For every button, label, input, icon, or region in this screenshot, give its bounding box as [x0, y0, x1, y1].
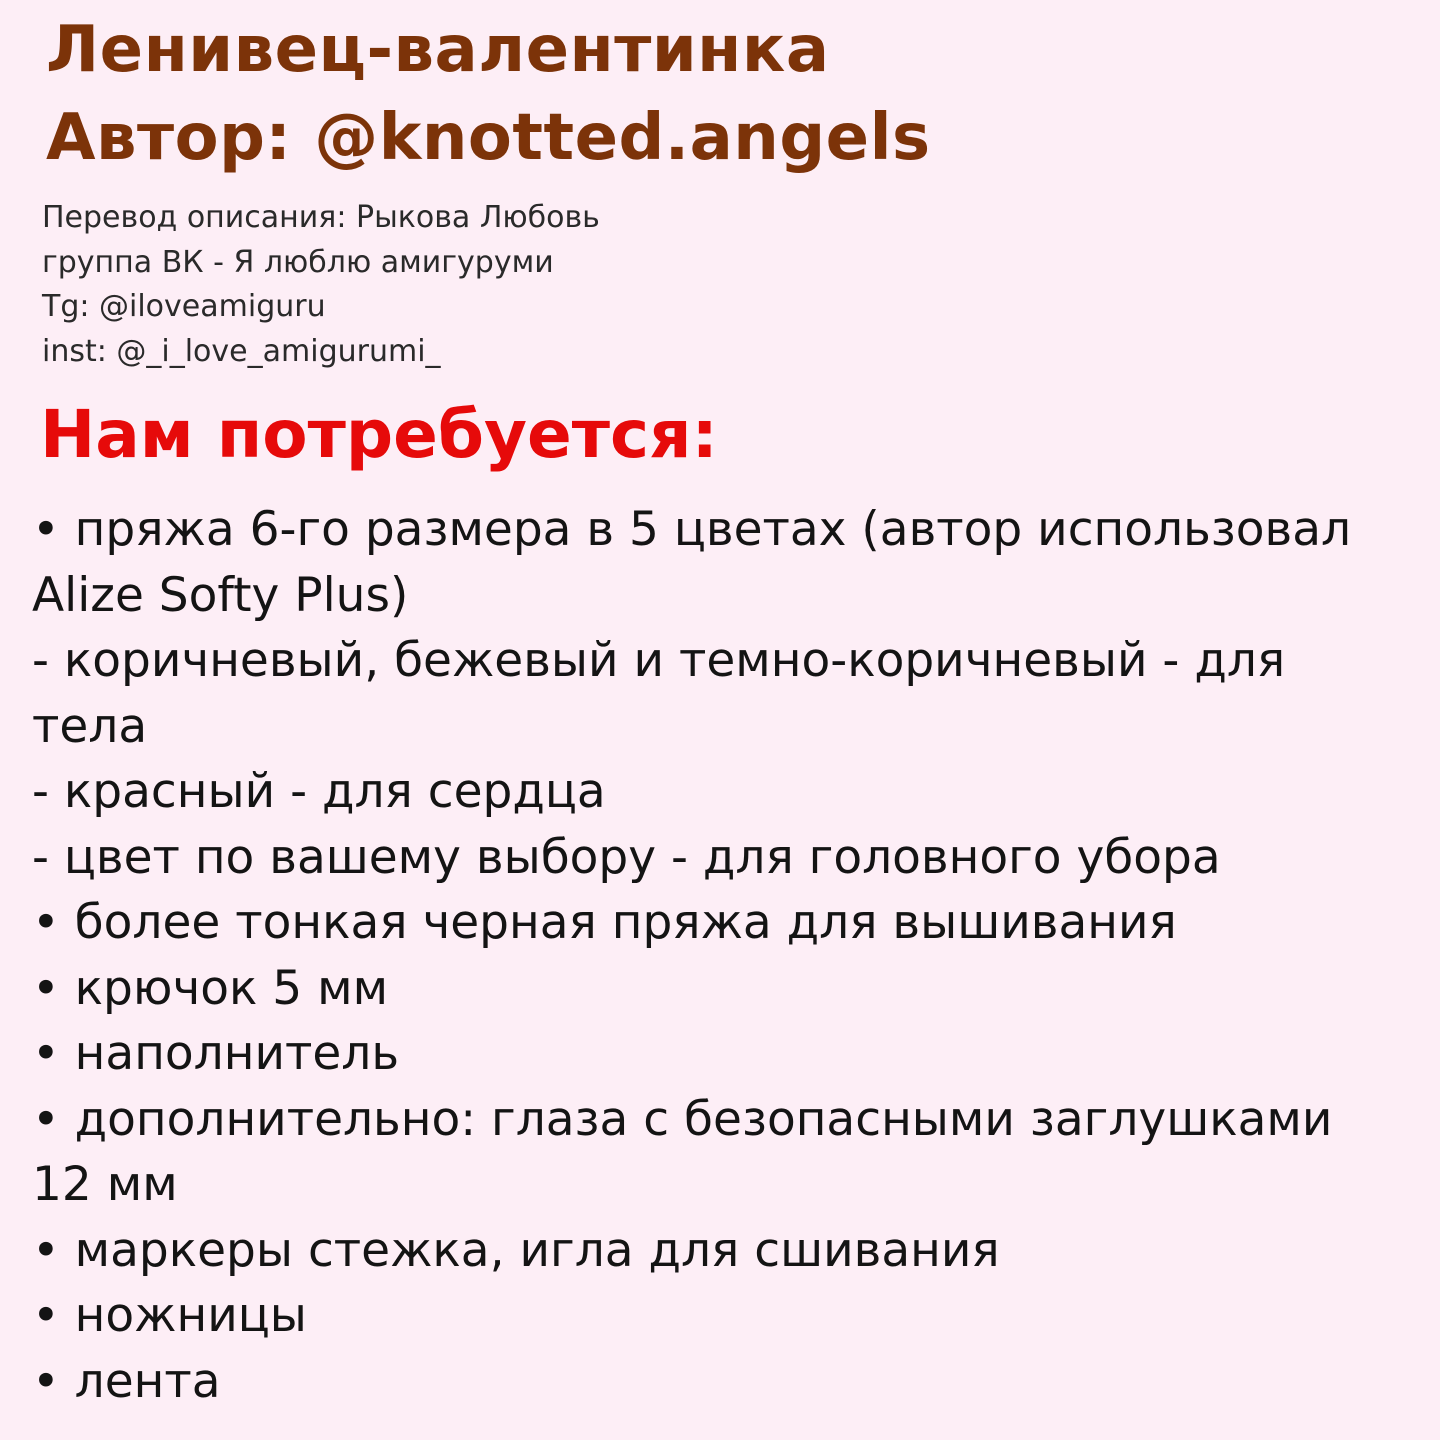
list-item: • маркеры стежка, игла для сшивания	[32, 1222, 1000, 1278]
list-item: - красный - для сердца	[32, 764, 606, 819]
page-title: Ленивец-валентинка	[46, 13, 830, 87]
list-item: • крючок 5 мм	[32, 960, 389, 1016]
telegram-line: Tg: @iloveamiguru	[42, 289, 326, 324]
list-item: Alize Softy Plus)	[32, 567, 409, 623]
list-item: • лента	[32, 1353, 221, 1409]
list-item: • ножницы	[32, 1288, 307, 1343]
instagram-line: inst: @_i_love_amigurumi_	[42, 333, 441, 369]
materials-heading: Нам потребуется:	[40, 396, 718, 473]
list-item: - коричневый, бежевый и темно-коричневый - для	[32, 633, 1286, 688]
vk-group-line: группа ВК - Я люблю амигуруми	[42, 244, 554, 280]
list-item: • пряжа 6-го размера в 5 цветах (автор использовал	[32, 502, 1352, 557]
materials-list	[32, 497, 1412, 1414]
list-item: • более тонкая черная пряжа для вышивания	[32, 895, 1177, 950]
translation-credits	[42, 196, 600, 374]
list-item: • дополнительно: глаза с безопасными заглушками	[32, 1091, 1333, 1147]
translator-line: Перевод описания: Рыкова Любовь	[42, 200, 600, 235]
list-item: - цвет по вашему выбору - для головного убора	[32, 829, 1221, 885]
list-item: 12 мм	[32, 1157, 178, 1212]
list-item: • наполнитель	[32, 1026, 400, 1081]
list-item: тела	[32, 698, 148, 754]
author-line: Автор: @knotted.angels	[46, 101, 931, 175]
